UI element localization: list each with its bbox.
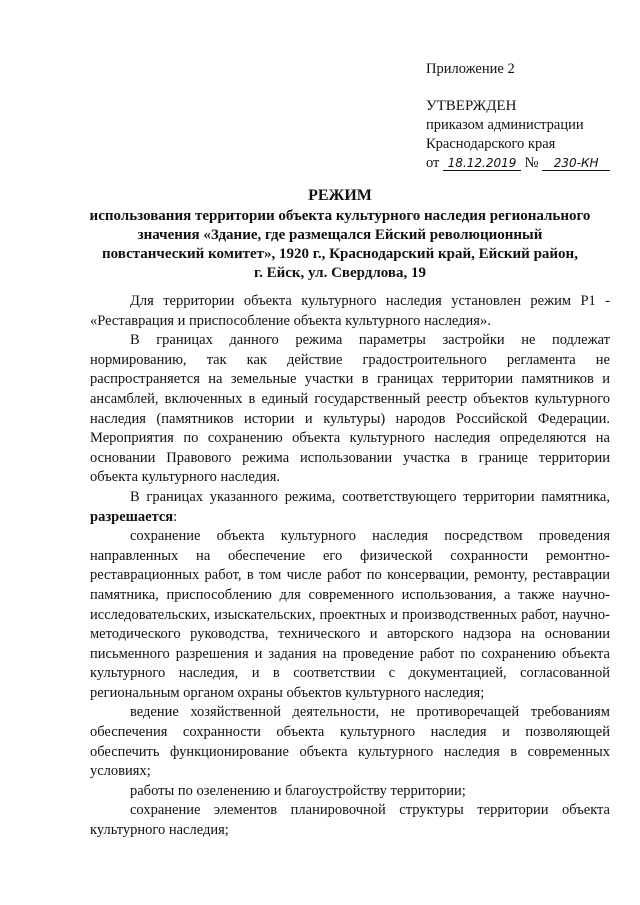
document-body (90, 292, 610, 841)
permitted-intro-text: В границах указанного режима, соответствующего территории памятника, (130, 488, 610, 505)
from-label: от (426, 155, 440, 171)
paragraph-preservation: сохранение объекта культурного наследия посредством проведения направленных на обеспечение его физической сохранности ремонтно-реставрационных работ, в том числе работ по консервации, ремонту, реставрации памятника, приспособлению для современного использования, а также научно-исследовательских, изыскательских, проектных и производственных работ, научно-методического руководства, технического и авторского надзора на основании письменного разрешения и задания на проведение работ по сохранению объекта культурного наследия, и в соответствии с документацией, согласованной региональным органом охраны объектов культурного наследия; (90, 528, 610, 701)
order-line (426, 154, 626, 173)
title-line-4: г. Ейск, ул. Свердлова, 19 (253, 265, 427, 281)
paragraph-regime: Для территории объекта культурного наследия установлен режим Р1 - «Реставрация и приспособление объекта культурного наследия». (90, 293, 610, 329)
handwritten-date: 18.12.2019 (443, 156, 521, 171)
region-label: Краснодарского края (426, 136, 556, 152)
title-line-3: повстанческий комитет», 1920 г., Краснодарский край, Ейский район, (102, 246, 578, 262)
paragraph-planning-structure: сохранение элементов планировочной структуры территории объекта культурного наследия; (90, 802, 610, 839)
handwritten-number: 230-КН (542, 156, 610, 171)
permitted-colon: : (173, 508, 178, 525)
document-title (60, 186, 620, 283)
title-line-1: использования территории объекта культурного наследия регионального (89, 208, 591, 224)
title-line-2: значения «Здание, где размещался Ейский революционный (137, 227, 543, 243)
paragraph-parameters: В границах данного режима параметры застройки не подлежат нормированию, так как действие градостроительного регламента не распространяется на земельные участки в границах территории памятников и ансамблей, включенных в единый государственный реестр объектов культурного наследия (памятников истории и культуры) народов Российской Федерации. Мероприятия по сохранению объекта культурного наследия определяются на основании Правового режима использовании участка в границе территории объекта культурного наследия. (90, 332, 610, 486)
title-main: РЕЖИМ (308, 187, 372, 204)
by-order-label: приказом администрации (426, 117, 584, 133)
permitted-keyword: разрешается (90, 508, 174, 525)
paragraph-economic-activity: ведение хозяйственной деятельности, не противоречащей требованиям обеспечения сохранности объекта культурного наследия и позволяющей обеспечить функционирование объекта культурного наследия в современных условиях; (90, 704, 610, 780)
appendix-label: Приложение 2 (426, 61, 515, 77)
approved-label: УТВЕРЖДЕН (426, 98, 517, 114)
number-label: № (524, 155, 539, 171)
paragraph-landscaping: работы по озеленению и благоустройству территории; (130, 782, 466, 799)
approval-block (426, 60, 626, 173)
paragraph-permitted-intro (90, 488, 610, 527)
